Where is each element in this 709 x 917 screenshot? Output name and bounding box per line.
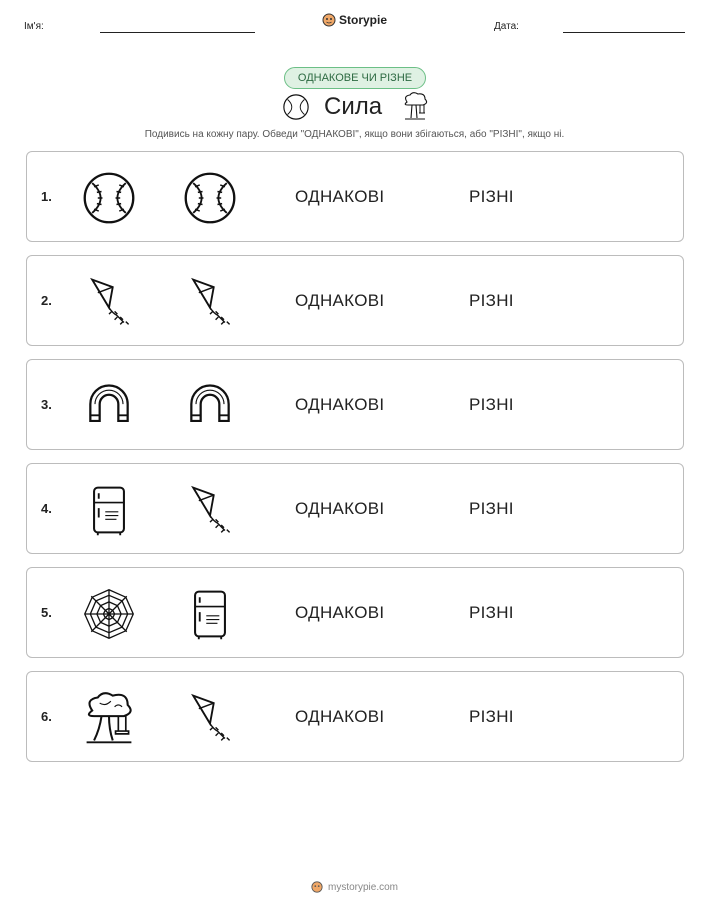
magnet-icon [81, 378, 137, 434]
pair-row [26, 151, 684, 242]
row-number: 5. [41, 605, 52, 620]
refrigerator-icon [81, 482, 137, 538]
kite-icon [182, 274, 238, 330]
name-line [100, 32, 255, 33]
option-different[interactable]: РІЗНІ [469, 707, 514, 726]
date-line [563, 32, 685, 33]
pair-row [26, 463, 684, 554]
tree-swing-icon [400, 91, 430, 121]
footer-site[interactable]: mystorypie.com [327, 881, 398, 893]
date-label: Дата: [494, 21, 519, 32]
option-same[interactable]: ОДНАКОВІ [295, 291, 385, 310]
brand-name: Storypie [339, 13, 388, 27]
brand-logo [322, 13, 387, 27]
option-same[interactable]: ОДНАКОВІ [295, 707, 385, 726]
row-number: 4. [41, 501, 52, 516]
baseball-icon [182, 170, 238, 226]
magnet-icon [182, 378, 238, 434]
row-number: 1. [41, 189, 52, 204]
kite-icon [182, 482, 238, 538]
tree-swing-icon [81, 690, 137, 746]
option-different[interactable]: РІЗНІ [469, 291, 514, 310]
storypie-mascot-icon [322, 13, 336, 27]
row-number: 2. [41, 293, 52, 308]
instructions: Подивись на кожну пару. Обведи "ОДНАКОВІ", якщо вони збігаються, або "РІЗНІ", якщо ні. [144, 129, 565, 140]
baseball-icon [282, 93, 310, 121]
option-same[interactable]: ОДНАКОВІ [295, 395, 385, 414]
pair-row [26, 567, 684, 658]
kite-icon [182, 690, 238, 746]
row-number: 3. [41, 397, 52, 412]
option-same[interactable]: ОДНАКОВІ [295, 603, 385, 622]
storypie-mascot-icon [311, 881, 323, 893]
option-different[interactable]: РІЗНІ [469, 603, 514, 622]
row-number: 6. [41, 709, 52, 724]
pair-row [26, 255, 684, 346]
footer [0, 881, 709, 893]
option-same[interactable]: ОДНАКОВІ [295, 187, 385, 206]
worksheet-badge: ОДНАКОВЕ ЧИ РІЗНЕ [284, 67, 426, 89]
option-different[interactable]: РІЗНІ [469, 395, 514, 414]
option-different[interactable]: РІЗНІ [469, 499, 514, 518]
refrigerator-icon [182, 586, 238, 642]
option-same[interactable]: ОДНАКОВІ [295, 499, 385, 518]
name-label: Ім'я: [24, 21, 44, 32]
option-different[interactable]: РІЗНІ [469, 187, 514, 206]
title-row [0, 90, 709, 124]
baseball-icon [81, 170, 137, 226]
kite-icon [81, 274, 137, 330]
spider-web-icon [81, 586, 137, 642]
pair-row [26, 671, 684, 762]
pair-row [26, 359, 684, 450]
page-title: Сила [324, 93, 383, 120]
